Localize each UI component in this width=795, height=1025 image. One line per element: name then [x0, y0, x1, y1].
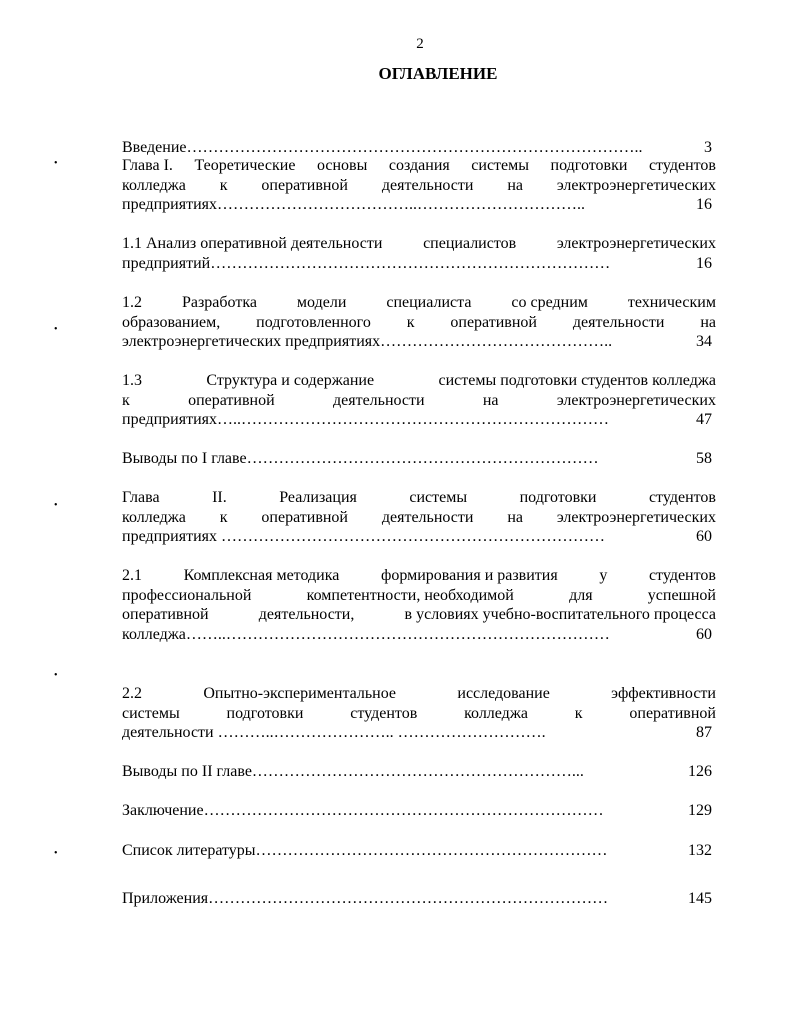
toc-entry-line: [122, 293, 716, 313]
toc-word: оперативной: [261, 508, 348, 526]
toc-page-number: 16: [696, 196, 712, 213]
toc-word: эффективности: [611, 685, 716, 702]
toc-word: к: [219, 176, 228, 194]
toc-word: оперативной: [188, 391, 275, 409]
toc-entry-title: деятельности ………..………………….. ……………………….: [122, 724, 546, 741]
toc-word: Теоретические: [194, 157, 296, 174]
toc-word: электроэнергетических: [556, 391, 716, 409]
toc-word: Комплексная методика: [183, 567, 340, 584]
toc-word: электроэнергетических: [556, 235, 716, 252]
toc-word: студентов: [350, 704, 418, 722]
toc-entry-title: электроэнергетических предприятиях……………………………………..: [122, 333, 613, 350]
toc-word: подготовки: [226, 704, 304, 722]
toc-word: студентов: [648, 489, 716, 506]
toc-entry-line: [122, 566, 716, 586]
toc-word: подготовленного: [256, 313, 371, 331]
toc-word: колледжа: [122, 176, 186, 194]
toc-entry-line: [122, 371, 716, 391]
toc-entry: [122, 138, 716, 158]
toc-entry: [122, 762, 716, 782]
toc-page-number: 87: [696, 724, 712, 741]
toc-word: исследование: [457, 685, 550, 702]
margin-mark: •: [54, 324, 58, 335]
toc-word: системы: [122, 704, 180, 722]
toc-entry-title: колледжа……..………………………………………………………………: [122, 625, 610, 643]
toc-word: системы подготовки студентов колледжа: [438, 372, 716, 389]
toc-word: успешной: [647, 586, 716, 604]
toc-entry-line: [122, 605, 716, 625]
toc-page-number: 132: [688, 842, 712, 859]
toc-word: к: [219, 508, 228, 526]
toc-word: на: [700, 313, 716, 331]
toc-word: Глава: [122, 489, 160, 506]
toc-page-number: 60: [696, 625, 712, 643]
margin-mark: •: [54, 670, 58, 681]
toc-word: оперативной: [629, 704, 716, 722]
toc-entry-last-line: [122, 138, 716, 158]
toc-word: студентов: [648, 567, 716, 584]
toc-page-number: 3: [704, 139, 712, 156]
margin-mark: •: [54, 848, 58, 859]
toc-word: оперативной: [261, 176, 348, 194]
toc-word: к: [122, 391, 130, 409]
toc-entry-title: Выводы по II главе……………………………………………………...: [122, 763, 584, 780]
toc-word: деятельности: [572, 313, 665, 331]
toc-word: модели: [296, 294, 347, 311]
toc-word: формирования и развития: [380, 567, 558, 584]
toc-word: оперативной: [450, 313, 537, 331]
toc-page-number: 145: [688, 890, 712, 907]
toc-entry-last-line: [122, 762, 716, 782]
toc-entry-title: предприятиях ………………………………………………………………: [122, 528, 605, 545]
toc-entry-line: [122, 508, 716, 528]
toc-word: на: [482, 391, 499, 409]
toc-entry-last-line: [122, 841, 716, 861]
toc-word: со средним: [511, 294, 588, 311]
toc-entry-last-line: [122, 801, 716, 821]
toc-word: к: [574, 704, 583, 722]
toc-word: образованием,: [122, 313, 221, 331]
toc-entry: [122, 234, 716, 273]
page-number: 2: [416, 36, 424, 52]
toc-entry: [122, 293, 716, 352]
toc-word: Реализация: [279, 489, 357, 506]
toc-word: электроэнергетических: [556, 508, 716, 526]
toc-entry: [122, 684, 716, 743]
toc-entry: [122, 841, 716, 861]
toc-word: 1.2: [122, 294, 142, 311]
toc-page-number: 58: [696, 450, 712, 467]
toc-entry-line: [122, 176, 716, 196]
toc-word: Структура и содержание: [206, 372, 375, 389]
toc-entry-last-line: [122, 410, 716, 430]
toc-word: для: [569, 586, 593, 604]
toc-entry-last-line: [122, 889, 716, 909]
toc-word: в условиях учебно-воспитательного процесса: [404, 606, 716, 623]
toc-entry-title: Заключение…………………………………………………………………: [122, 802, 604, 819]
toc-entry-title: предприятий…………………………………………………………………: [122, 254, 611, 272]
toc-entry: [122, 156, 716, 215]
toc-entry-title: предприятиях…..……………………………………………………………: [122, 411, 609, 428]
toc-word: деятельности,: [258, 606, 355, 623]
toc-entry-title: Список литературы…………………………………………………………: [122, 842, 608, 859]
toc-word: техническим: [627, 294, 716, 311]
toc-word: Глава I.: [122, 157, 173, 174]
toc-entry-last-line: [122, 254, 716, 274]
toc-word: на: [507, 176, 523, 194]
toc-word: системы: [471, 157, 530, 174]
toc-word: системы: [409, 489, 468, 506]
toc-word: оперативной: [122, 606, 209, 623]
toc-entry: [122, 371, 716, 430]
toc-page-number: 60: [696, 528, 712, 545]
margin-mark: •: [54, 158, 58, 169]
toc-entry-line: [122, 488, 716, 508]
toc-word: Разработка: [181, 294, 257, 311]
toc-entry-line: [122, 313, 716, 333]
toc-page-number: 126: [688, 763, 712, 780]
toc-word: деятельности: [381, 508, 474, 526]
toc-entry-last-line: [122, 332, 716, 352]
toc-word: колледжа: [122, 508, 186, 526]
toc-page-number: 16: [696, 254, 712, 272]
toc-page-number: 34: [696, 333, 712, 350]
toc-word: у: [599, 567, 608, 584]
toc-word: деятельности: [332, 391, 425, 409]
toc-word: 1.3: [122, 372, 142, 389]
toc-entry-title: Выводы по I главе…………………………………………………………: [122, 450, 599, 467]
toc-word: создания: [388, 157, 450, 174]
toc-entry-line: [122, 684, 716, 704]
toc-entry: [122, 801, 716, 821]
toc-entry-last-line: [122, 195, 716, 215]
toc-entry-line: [122, 704, 716, 724]
toc-entry: [122, 889, 716, 909]
toc-word: подготовки: [519, 489, 597, 506]
toc-page-number: 47: [696, 411, 712, 428]
toc-entry: [122, 566, 716, 644]
toc-word: электроэнергетических: [556, 176, 716, 194]
toc-word: к: [406, 313, 415, 331]
toc-word: колледжа: [464, 704, 528, 722]
toc-entry-title: предприятиях………………………………..…………………………..: [122, 196, 585, 213]
toc-entry-line: [122, 234, 716, 254]
toc-word: подготовки: [550, 157, 628, 174]
toc-entry-last-line: [122, 449, 716, 469]
toc-word: студентов: [648, 157, 716, 174]
toc-word: 2.1: [122, 567, 142, 584]
toc-word: на: [507, 508, 523, 526]
margin-mark: •: [54, 500, 58, 511]
toc-entry-title: Введение…………………………………………………………………………..: [122, 139, 643, 156]
toc-word: основы: [316, 157, 368, 174]
toc-word: профессиональной: [122, 586, 252, 604]
toc-entry-last-line: [122, 625, 716, 645]
toc-entry-line: [122, 391, 716, 411]
toc-entry: [122, 449, 716, 469]
toc-entry-line: [122, 586, 716, 606]
toc-word: компетентности, необходимой: [306, 586, 514, 604]
toc-word: 1.1 Анализ оперативной деятельности: [122, 235, 383, 252]
toc-entry-title: Приложения…………………………………………………………………: [122, 890, 609, 907]
toc-word: II.: [212, 489, 227, 506]
toc-entry: [122, 488, 716, 547]
toc-word: Опытно-экспериментальное: [203, 685, 397, 702]
toc-word: 2.2: [122, 685, 142, 702]
toc-entry-last-line: [122, 527, 716, 547]
toc-word: специалистов: [423, 235, 517, 252]
toc-word: деятельности: [381, 176, 474, 194]
toc-word: специалиста: [386, 294, 472, 311]
page-title: ОГЛАВЛЕНИЕ: [378, 64, 498, 83]
toc-entry-line: [122, 156, 716, 176]
toc-entry-last-line: [122, 723, 716, 743]
toc-page-number: 129: [688, 802, 712, 819]
